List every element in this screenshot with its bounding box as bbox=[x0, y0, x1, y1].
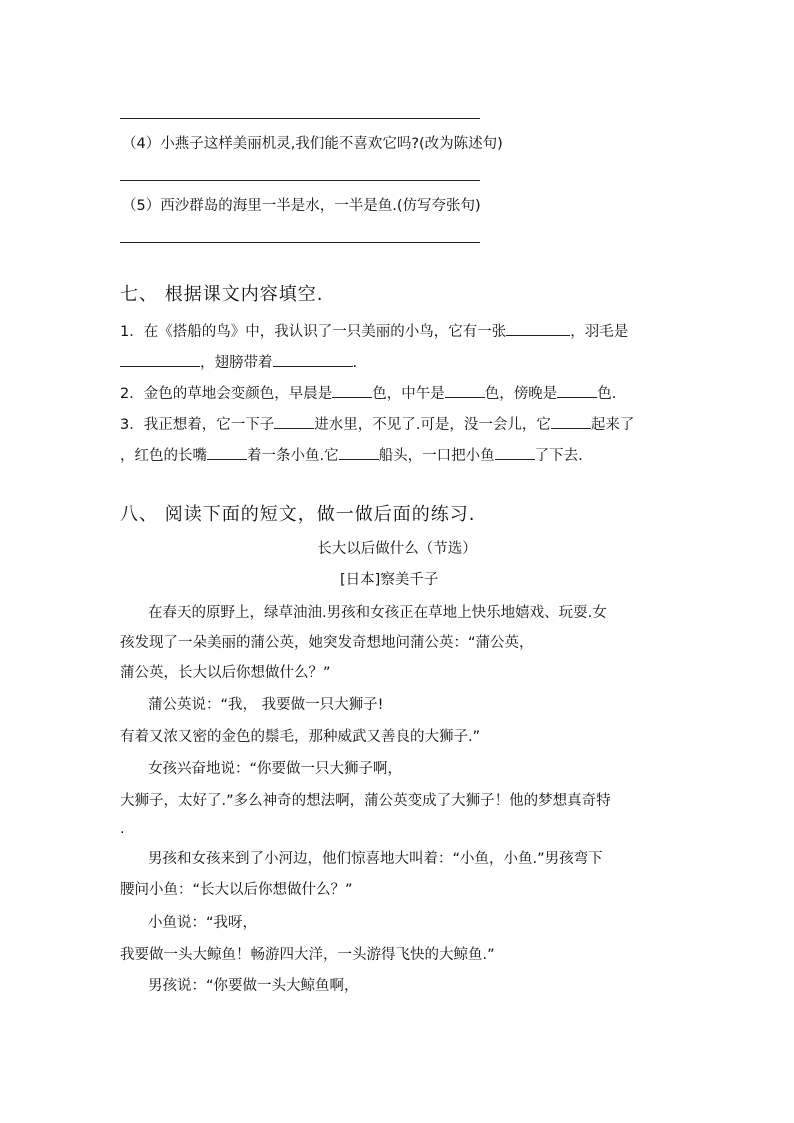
fill-text: 色，中午是 bbox=[372, 386, 445, 402]
blank-feather[interactable] bbox=[120, 352, 200, 367]
passage-line: 蒲公英，长大以后你想做什么？” bbox=[120, 665, 331, 681]
blank-morning[interactable] bbox=[332, 383, 372, 398]
fill-line-2 bbox=[120, 352, 357, 373]
blank-beak[interactable] bbox=[506, 321, 570, 336]
fill-text: 起来了 bbox=[590, 417, 635, 433]
blank-evening[interactable] bbox=[557, 383, 597, 398]
question-4: （4）小燕子这样美丽机灵,我们能不喜欢它吗?(改为陈述句) bbox=[122, 136, 503, 152]
passage-line: 有着又浓又密的金色的鬃毛，那种威武又善良的大狮子.” bbox=[120, 729, 481, 745]
passage-line: 男孩和女孩来到了小河边，他们惊喜地大叫着：“小鱼，小鱼.”男孩弯下 bbox=[148, 851, 603, 867]
passage-line: 男孩说：“你要做一头大鲸鱼啊， bbox=[148, 978, 359, 994]
blank-hold[interactable] bbox=[207, 445, 247, 460]
fill-text: 色，傍晚是 bbox=[484, 386, 558, 402]
blank-rise[interactable] bbox=[551, 414, 591, 429]
question-5: （5）西沙群岛的海里一半是水，一半是鱼.(仿写夸张句) bbox=[122, 198, 481, 214]
blank-wing[interactable] bbox=[273, 352, 353, 367]
answer-line-5[interactable] bbox=[120, 242, 480, 243]
passage-line: 腰问小鱼：“长大以后你想做什么？” bbox=[120, 882, 353, 898]
fill-text: 3．我正想着，它一下子 bbox=[120, 417, 275, 433]
fill-text: 色. bbox=[597, 386, 617, 402]
section-8-heading: 八、 阅读下面的短文，做一做后面的练习. bbox=[120, 504, 476, 525]
section-7-heading: 七、 根据课文内容填空. bbox=[120, 284, 324, 305]
fill-line-1 bbox=[120, 321, 628, 342]
fill-line-5 bbox=[120, 445, 583, 466]
fill-text: 了下去. bbox=[534, 448, 583, 464]
passage-line: 在春天的原野上，绿草油油.男孩和女孩正在草地上快乐地嬉戏、玩耍.女 bbox=[148, 605, 607, 621]
fill-text: 1．在《搭船的鸟》中，我认识了一只美丽的小鸟，它有一张 bbox=[120, 324, 507, 340]
passage-line: 女孩兴奋地说：“你要做一只大狮子啊， bbox=[148, 761, 403, 777]
fill-text: 进水里，不见了.可是，没一会儿，它 bbox=[314, 417, 551, 433]
fill-line-4 bbox=[120, 414, 634, 435]
fill-text: ，翅膀带着 bbox=[200, 355, 273, 371]
answer-line-4[interactable] bbox=[120, 180, 480, 181]
blank-noon[interactable] bbox=[445, 383, 485, 398]
passage-author: [日本]察美千子 bbox=[340, 572, 439, 588]
fill-text: ，红色的长嘴 bbox=[120, 448, 207, 464]
fill-text: . bbox=[352, 355, 358, 371]
fill-text: 船头，一口把小鱼 bbox=[378, 448, 495, 464]
blank-swallow[interactable] bbox=[495, 445, 535, 460]
answer-line-3[interactable] bbox=[120, 118, 480, 119]
fill-text: 2．金色的草地会变颜色，早晨是 bbox=[120, 386, 333, 402]
passage-line: . bbox=[120, 821, 125, 837]
passage-line: 大狮子，太好了.”多么神奇的想法啊，蒲公英变成了大狮子！他的梦想真奇特 bbox=[120, 793, 611, 809]
fill-text: ，羽毛是 bbox=[570, 324, 629, 340]
fill-line-3 bbox=[120, 383, 616, 404]
blank-dive[interactable] bbox=[274, 414, 314, 429]
passage-title: 长大以后做什么（节选） bbox=[317, 541, 477, 557]
blank-fly[interactable] bbox=[339, 445, 379, 460]
passage-line: 孩发现了一朵美丽的蒲公英，她突发奇想地问蒲公英：“蒲公英， bbox=[120, 635, 534, 651]
passage-line: 我要做一头大鲸鱼！畅游四大洋，一头游得飞快的大鲸鱼.” bbox=[120, 947, 495, 963]
fill-text: 着一条小鱼.它 bbox=[247, 448, 339, 464]
passage-line: 蒲公英说：“我， 我要做一只大狮子! bbox=[148, 697, 384, 713]
passage-line: 小鱼说：“我呀， bbox=[148, 915, 258, 931]
